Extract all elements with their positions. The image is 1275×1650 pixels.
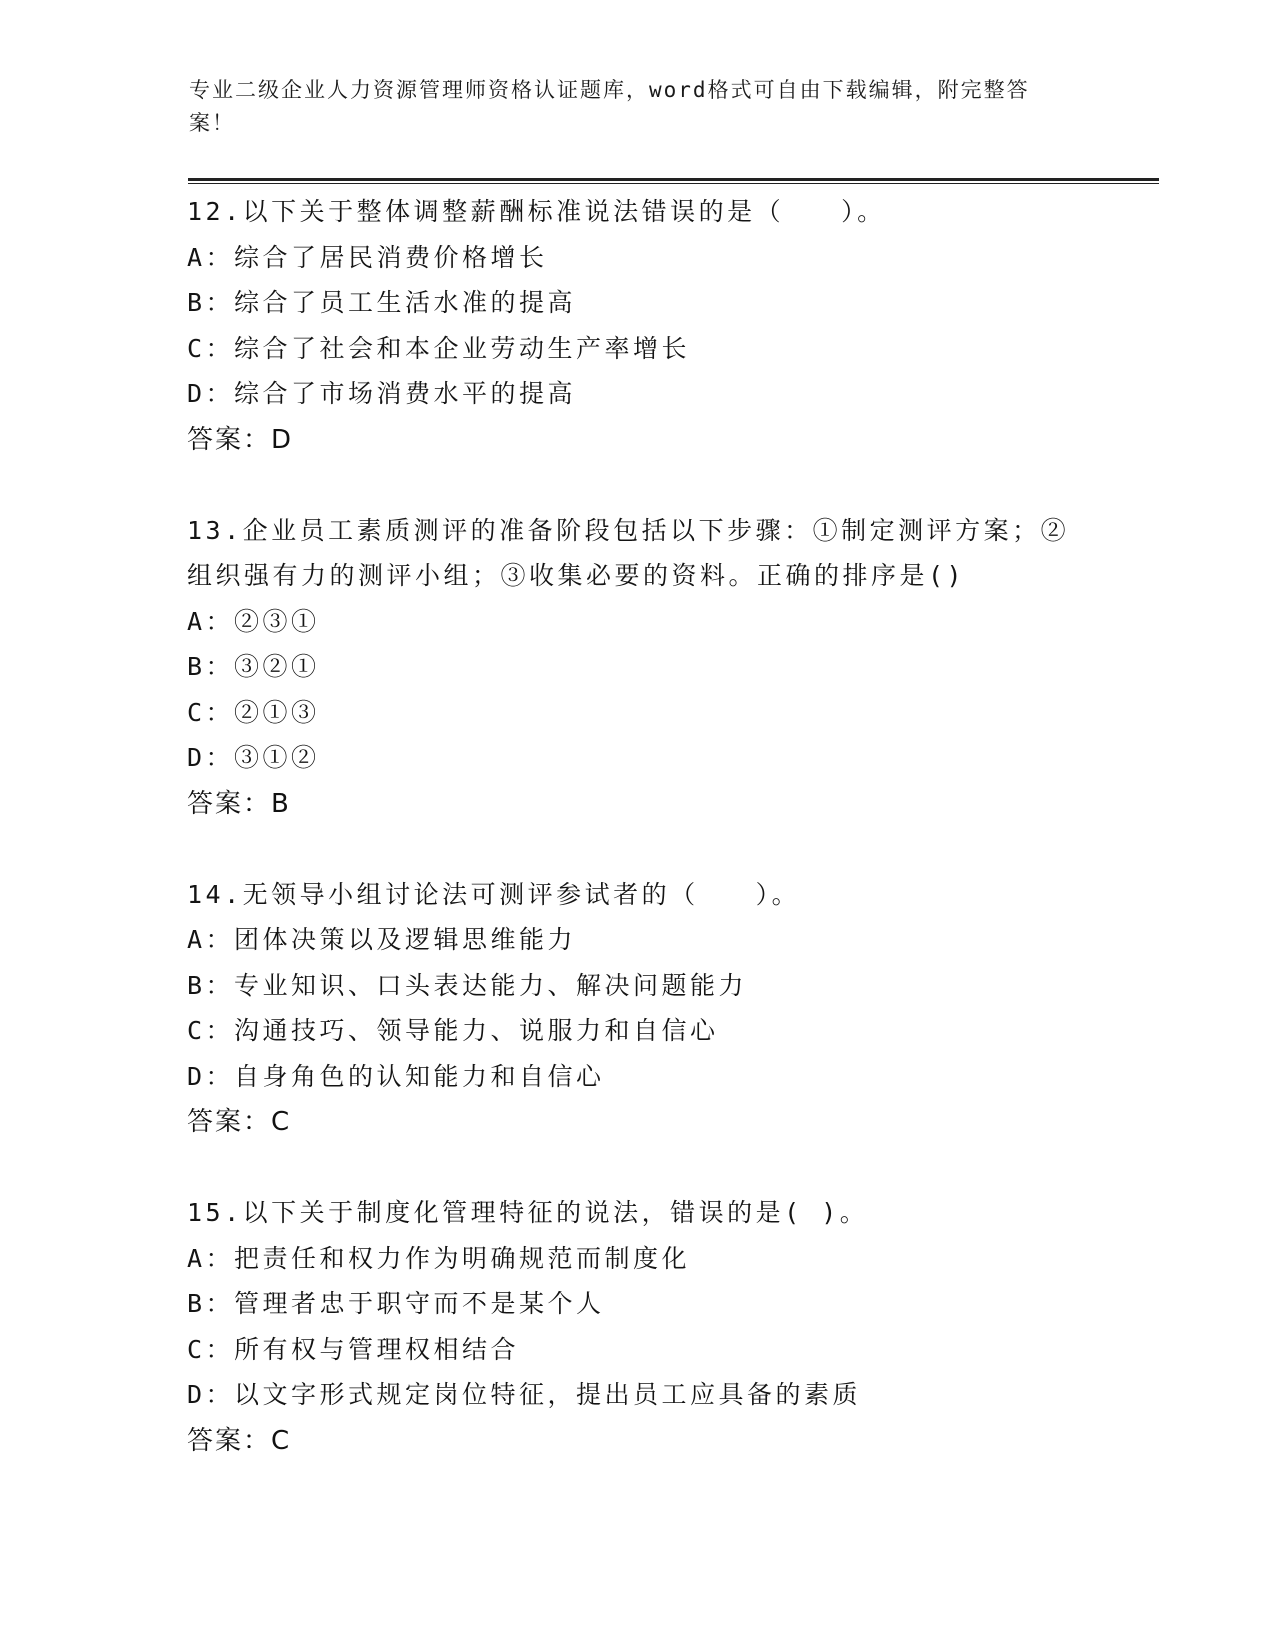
question-stem: 14.无领导小组讨论法可测评参试者的（ ）。 [187, 879, 801, 909]
question-15 [187, 1190, 1087, 1464]
answer-value: B [271, 788, 290, 819]
option-a: A：团体决策以及逻辑思维能力 [187, 925, 577, 954]
option-b: B：③②① [187, 652, 320, 681]
question-12 [187, 189, 1087, 463]
header-divider-thick [188, 178, 1159, 181]
question-14 [187, 872, 1087, 1146]
question-stem: 12.以下关于整体调整薪酬标准说法错误的是（ ）。 [187, 197, 886, 226]
answer-label: 答案： [187, 1107, 272, 1137]
answer-line [187, 1418, 1087, 1464]
answer-line [187, 417, 1087, 463]
question-stem: 13.企业员工素质测评的准备阶段包括以下步骤：①制定测评方案；②组织强有力的测评小组；③收集必要的资料。正确的排序是() [187, 515, 1070, 590]
document-intro: 专业二级企业人力资源管理师资格认证题库，word格式可自由下载编辑，附完整答案！ [189, 78, 1030, 135]
option-c: C：所有权与管理权相结合 [187, 1334, 520, 1364]
question-list [187, 189, 1087, 1464]
option-d: D：③①② [187, 743, 320, 772]
option-b: B：管理者忠于职守而不是某个人 [187, 1289, 605, 1318]
header-divider-thin [188, 183, 1159, 184]
option-b: B：综合了员工生活水准的提高 [187, 288, 577, 317]
option-a: A：综合了居民消费价格增长 [187, 242, 548, 272]
question-stem: 15.以下关于制度化管理特征的说法，错误的是( )。 [187, 1198, 869, 1227]
answer-value: C [271, 1107, 291, 1137]
option-a: A：把责任和权力作为明确规范而制度化 [187, 1243, 691, 1273]
option-a: A：②③① [187, 606, 320, 636]
option-d: D：以文字形式规定岗位特征，提出员工应具备的素质 [187, 1380, 862, 1409]
answer-label: 答案： [187, 788, 272, 819]
option-b: B：专业知识、口头表达能力、解决问题能力 [187, 970, 748, 1000]
answer-label: 答案： [187, 1425, 272, 1456]
option-c: C：沟通技巧、领导能力、说服力和自信心 [187, 1016, 719, 1045]
answer-value: D [271, 424, 293, 455]
option-d: D：自身角色的认知能力和自信心 [187, 1061, 605, 1091]
option-c: C：综合了社会和本企业劳动生产率增长 [187, 333, 691, 363]
answer-line [187, 781, 1087, 827]
option-c: C：②①③ [187, 697, 320, 727]
answer-value: C [271, 1425, 291, 1456]
question-13 [187, 508, 1087, 827]
answer-label: 答案： [187, 424, 272, 455]
option-d: D：综合了市场消费水平的提高 [187, 379, 577, 408]
answer-line [187, 1099, 1087, 1145]
